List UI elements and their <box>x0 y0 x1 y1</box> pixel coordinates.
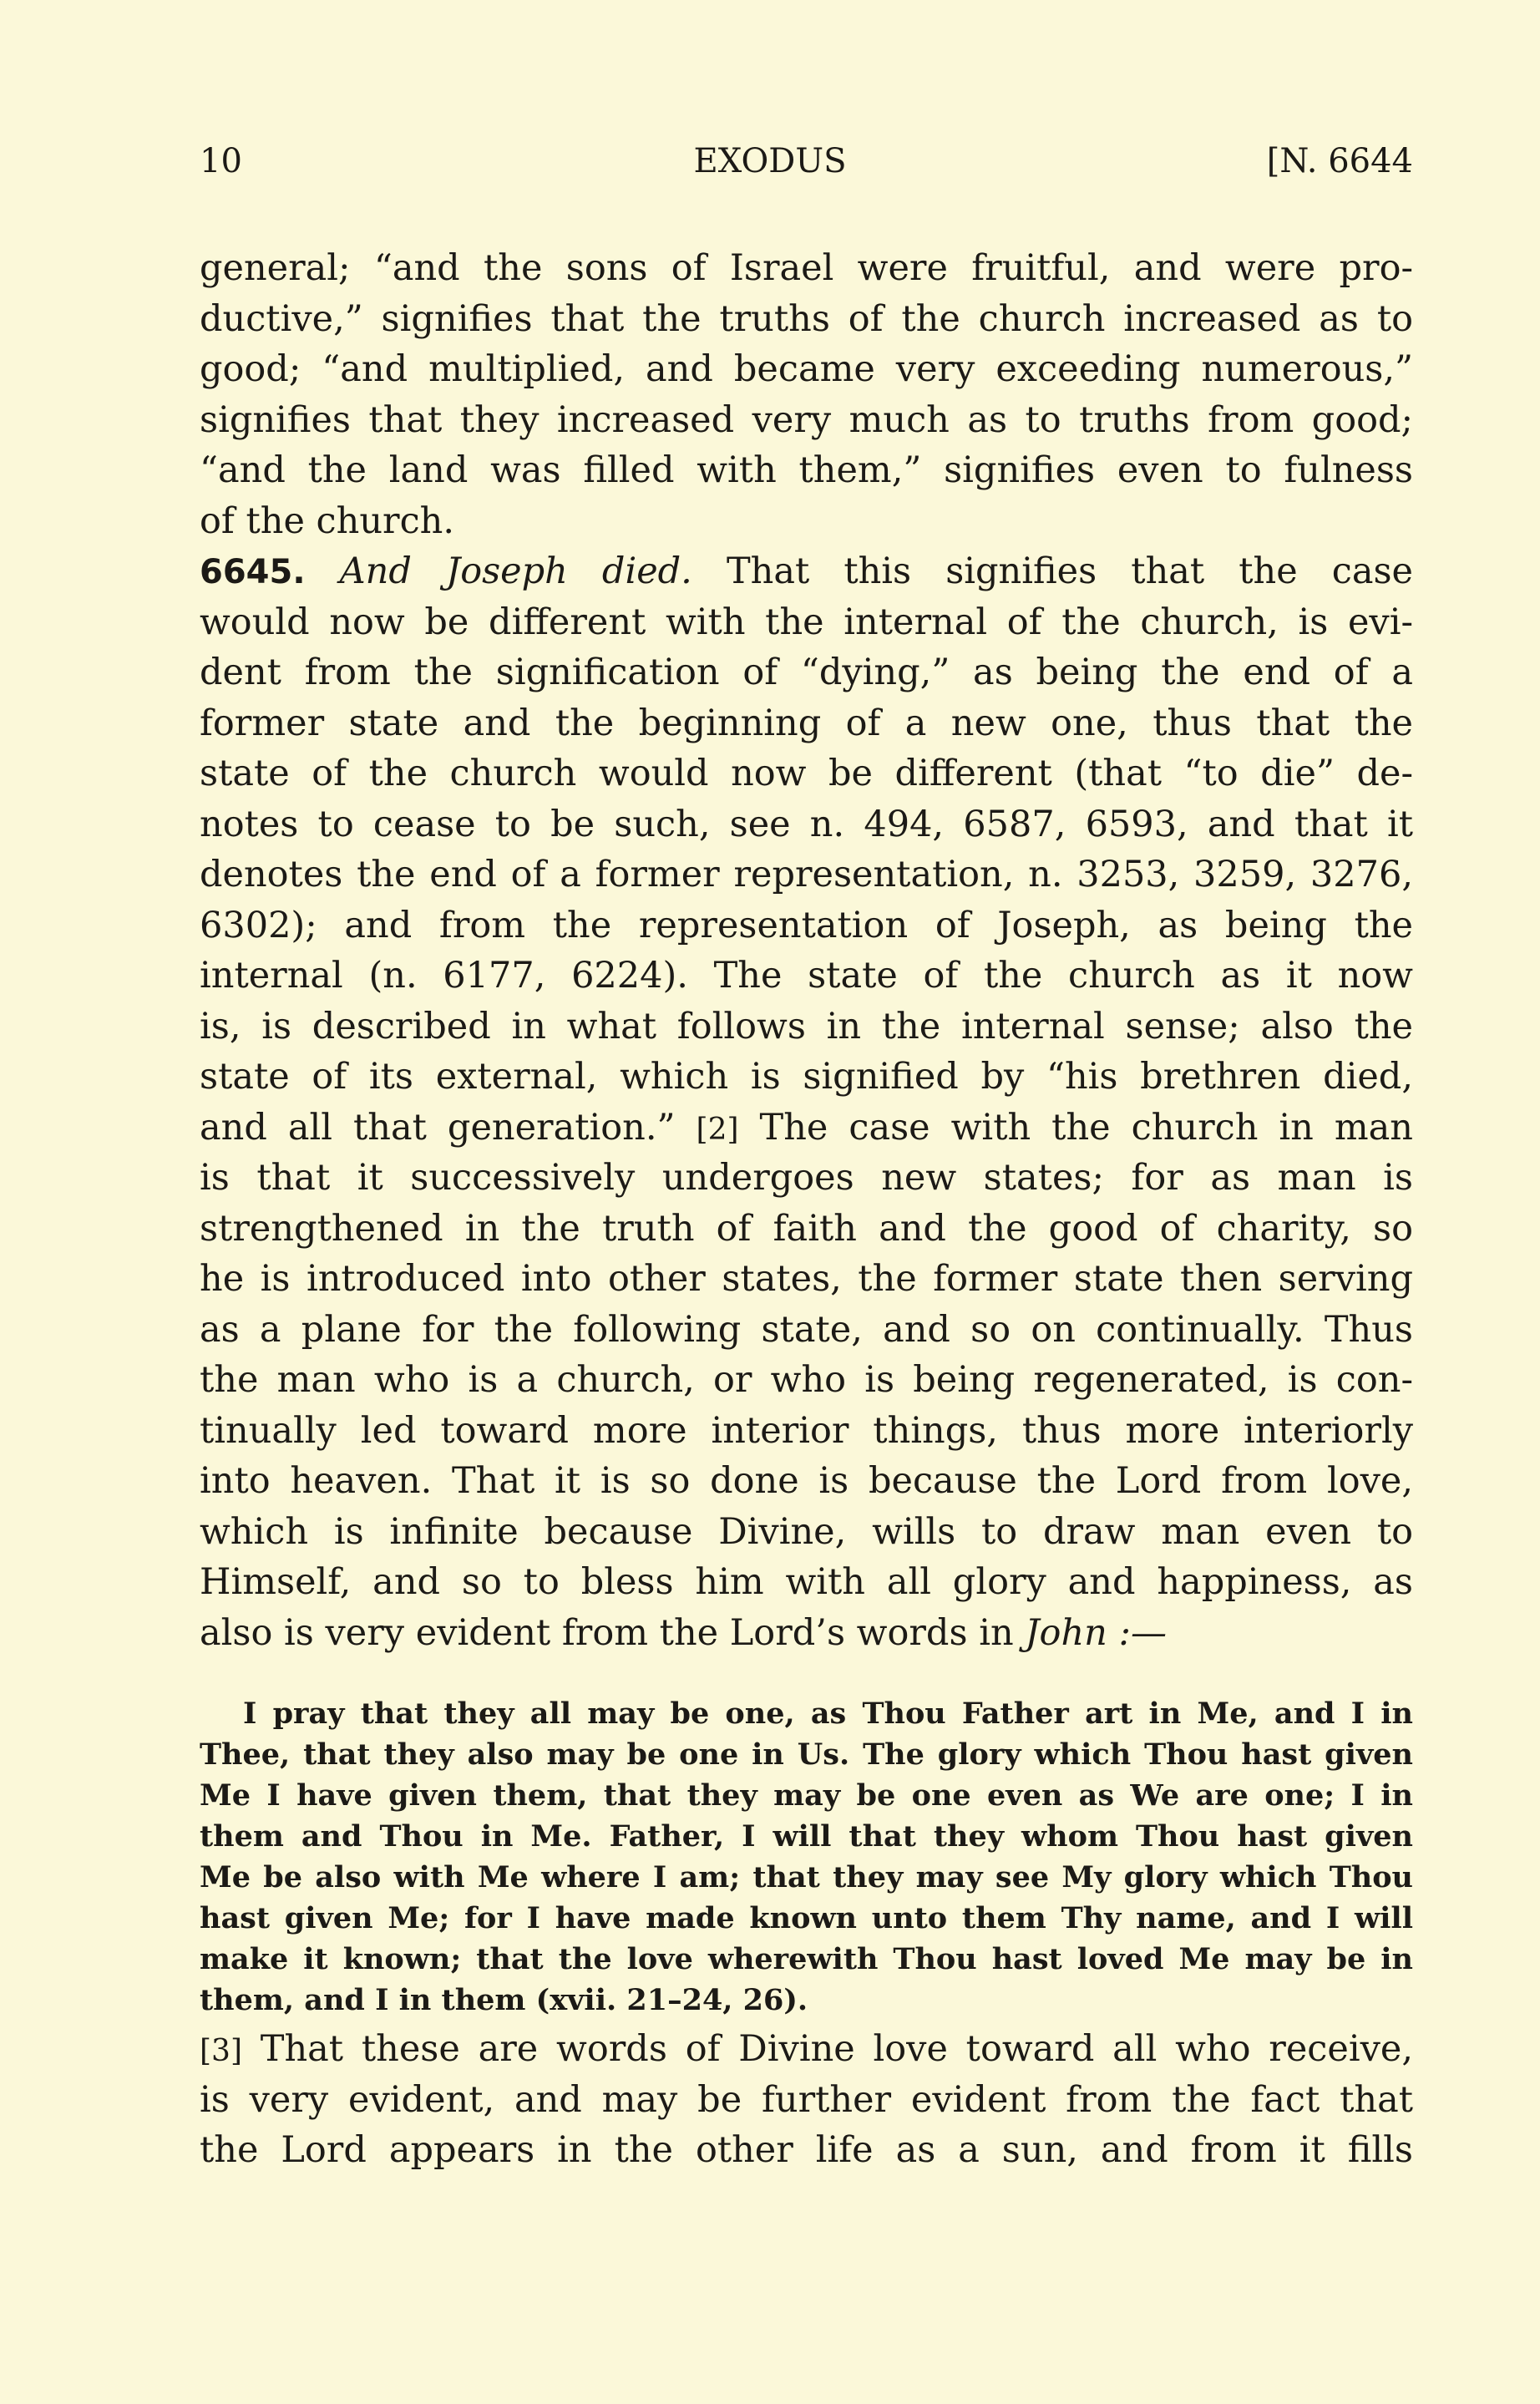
text-line <box>200 748 1413 799</box>
text-line <box>200 1103 1413 1154</box>
quote-line: Me be also with Me where I am; that they may see My glory which Thou <box>200 1860 1413 1894</box>
text-segment: ductive,” signifies that the truths of the church increased as to <box>200 297 1413 340</box>
text-segment: which is infinite because Divine, wills to draw man even to <box>200 1510 1413 1553</box>
text-segment: 6302); and from the representation of Joseph, as being the <box>200 904 1413 946</box>
text-line <box>200 1557 1413 1608</box>
text-segment: state of its external, which is signified by “his brethren died, <box>200 1056 1413 1098</box>
text-segment: is very evident, and may be further evident from the fact that <box>200 2078 1413 2121</box>
text-segment: the Lord appears in the other life as a sun, and from it fills <box>200 2129 1413 2171</box>
text-segment: general; “and the sons of Israel were fruitful, and were pro- <box>200 247 1413 289</box>
quote-line: them, and I in them (xvii. 21–24, 26). <box>200 1983 808 2017</box>
text-line <box>200 1406 1413 1457</box>
text-segment: also is very evident from the Lord’s words in <box>200 1611 1026 1654</box>
text-line <box>200 1254 1413 1305</box>
text-segment: That these are words of Divine love toward all who receive, <box>242 2028 1413 2070</box>
text-segment: The case with the church in man <box>738 1106 1413 1149</box>
text-line <box>200 1204 1413 1255</box>
text-segment: is, is described in what follows in the internal sense; also the <box>200 1005 1413 1047</box>
text-line <box>200 647 1413 698</box>
text-segment: denotes the end of a former representation, n. 3253, 3259, 3276, <box>200 854 1413 895</box>
text-line <box>200 2125 1413 2176</box>
text-line <box>200 395 1413 446</box>
paragraph-3-text <box>200 2024 1413 2176</box>
italic-text: And Joseph died. <box>339 550 692 592</box>
text-line <box>200 900 1413 951</box>
text-line <box>200 1456 1413 1507</box>
text-segment: the man who is a church, or who is being regenerated, is con- <box>200 1359 1413 1401</box>
section-marker: [2] <box>696 1112 739 1147</box>
text-line <box>200 951 1413 1002</box>
text-line <box>200 445 1413 496</box>
text-segment: into heaven. That it is so done is because the Lord from love, <box>200 1460 1413 1502</box>
text-line <box>200 597 1413 648</box>
text-segment: notes to cease to be such, see n. 494, 6587, 6593, and that it <box>200 803 1413 845</box>
scripture-quotation <box>200 1693 1413 2021</box>
quote-line: make it known; that the love wherewith Thou hast loved Me may be in <box>200 1942 1413 1976</box>
text-line <box>200 1153 1413 1204</box>
text-line <box>200 799 1413 850</box>
text-line <box>200 1052 1413 1103</box>
text-segment: strengthened in the truth of faith and the good of charity, so <box>200 1207 1413 1250</box>
quote-line: them and Thou in Me. Father, I will that they whom Thou hast given <box>200 1819 1413 1854</box>
quote-line: Thee, that they also may be one in Us. The glory which Thou hast given <box>200 1737 1413 1772</box>
text-segment: as a plane for the following state, and so on continually. Thus <box>200 1308 1413 1351</box>
text-segment: and all that generation.” <box>200 1106 697 1149</box>
running-title: EXODUS <box>693 142 847 180</box>
text-segment: dent from the signification of “dying,” as being the end of a <box>200 652 1413 693</box>
text-segment: state of the church would now be different (that “to die” de- <box>200 753 1413 794</box>
text-line <box>200 1507 1413 1558</box>
text-segment: of the church. <box>200 500 455 542</box>
text-line <box>200 850 1413 900</box>
text-line <box>200 1355 1413 1406</box>
italic-text: John :— <box>1025 1611 1167 1654</box>
text-line <box>200 2075 1413 2126</box>
page-number: 10 <box>200 142 242 180</box>
text-line <box>200 294 1413 345</box>
text-line <box>200 2024 1413 2075</box>
quote-line: hast given Me; for I have made known unto them Thy name, and I will <box>200 1901 1413 1935</box>
text-line <box>200 546 1413 597</box>
paragraph-number: 6645. <box>200 553 306 591</box>
main-text <box>200 243 1413 1658</box>
section-reference: [N. 6644 <box>1266 142 1413 180</box>
text-segment: That this signifies that the case <box>691 550 1414 592</box>
text-segment <box>306 550 340 592</box>
text-line <box>200 1002 1413 1052</box>
text-segment: “and the land was filled with them,” signifies even to fulness <box>200 449 1413 491</box>
quote-line: I pray that they all may be one, as Thou Father art in Me, and I in <box>243 1696 1413 1731</box>
text-segment: good; “and multiplied, and became very exceeding numerous,” <box>200 348 1413 390</box>
text-segment: tinually led toward more interior things, thus more interiorly <box>200 1409 1413 1452</box>
text-line <box>200 698 1413 749</box>
text-line <box>200 1305 1413 1356</box>
text-segment: is that it successively undergoes new states; for as man is <box>200 1157 1413 1199</box>
text-line <box>200 344 1413 395</box>
text-segment: would now be different with the internal of the church, is evi- <box>200 601 1413 643</box>
quote-line: Me I have given them, that they may be one even as We are one; I in <box>200 1778 1413 1813</box>
text-line <box>200 243 1413 294</box>
section-marker: [3] <box>200 2034 242 2068</box>
text-segment: internal (n. 6177, 6224). The state of the church as it now <box>200 955 1413 997</box>
text-line <box>200 1608 1413 1659</box>
text-segment: signifies that they increased very much as to truths from good; <box>200 398 1413 441</box>
text-segment: he is introduced into other states, the former state then serving <box>200 1258 1413 1300</box>
text-line <box>200 496 1413 547</box>
text-segment: Himself, and so to bless him with all glory and happiness, as <box>200 1561 1413 1603</box>
text-segment: former state and the beginning of a new one, thus that the <box>200 702 1413 744</box>
